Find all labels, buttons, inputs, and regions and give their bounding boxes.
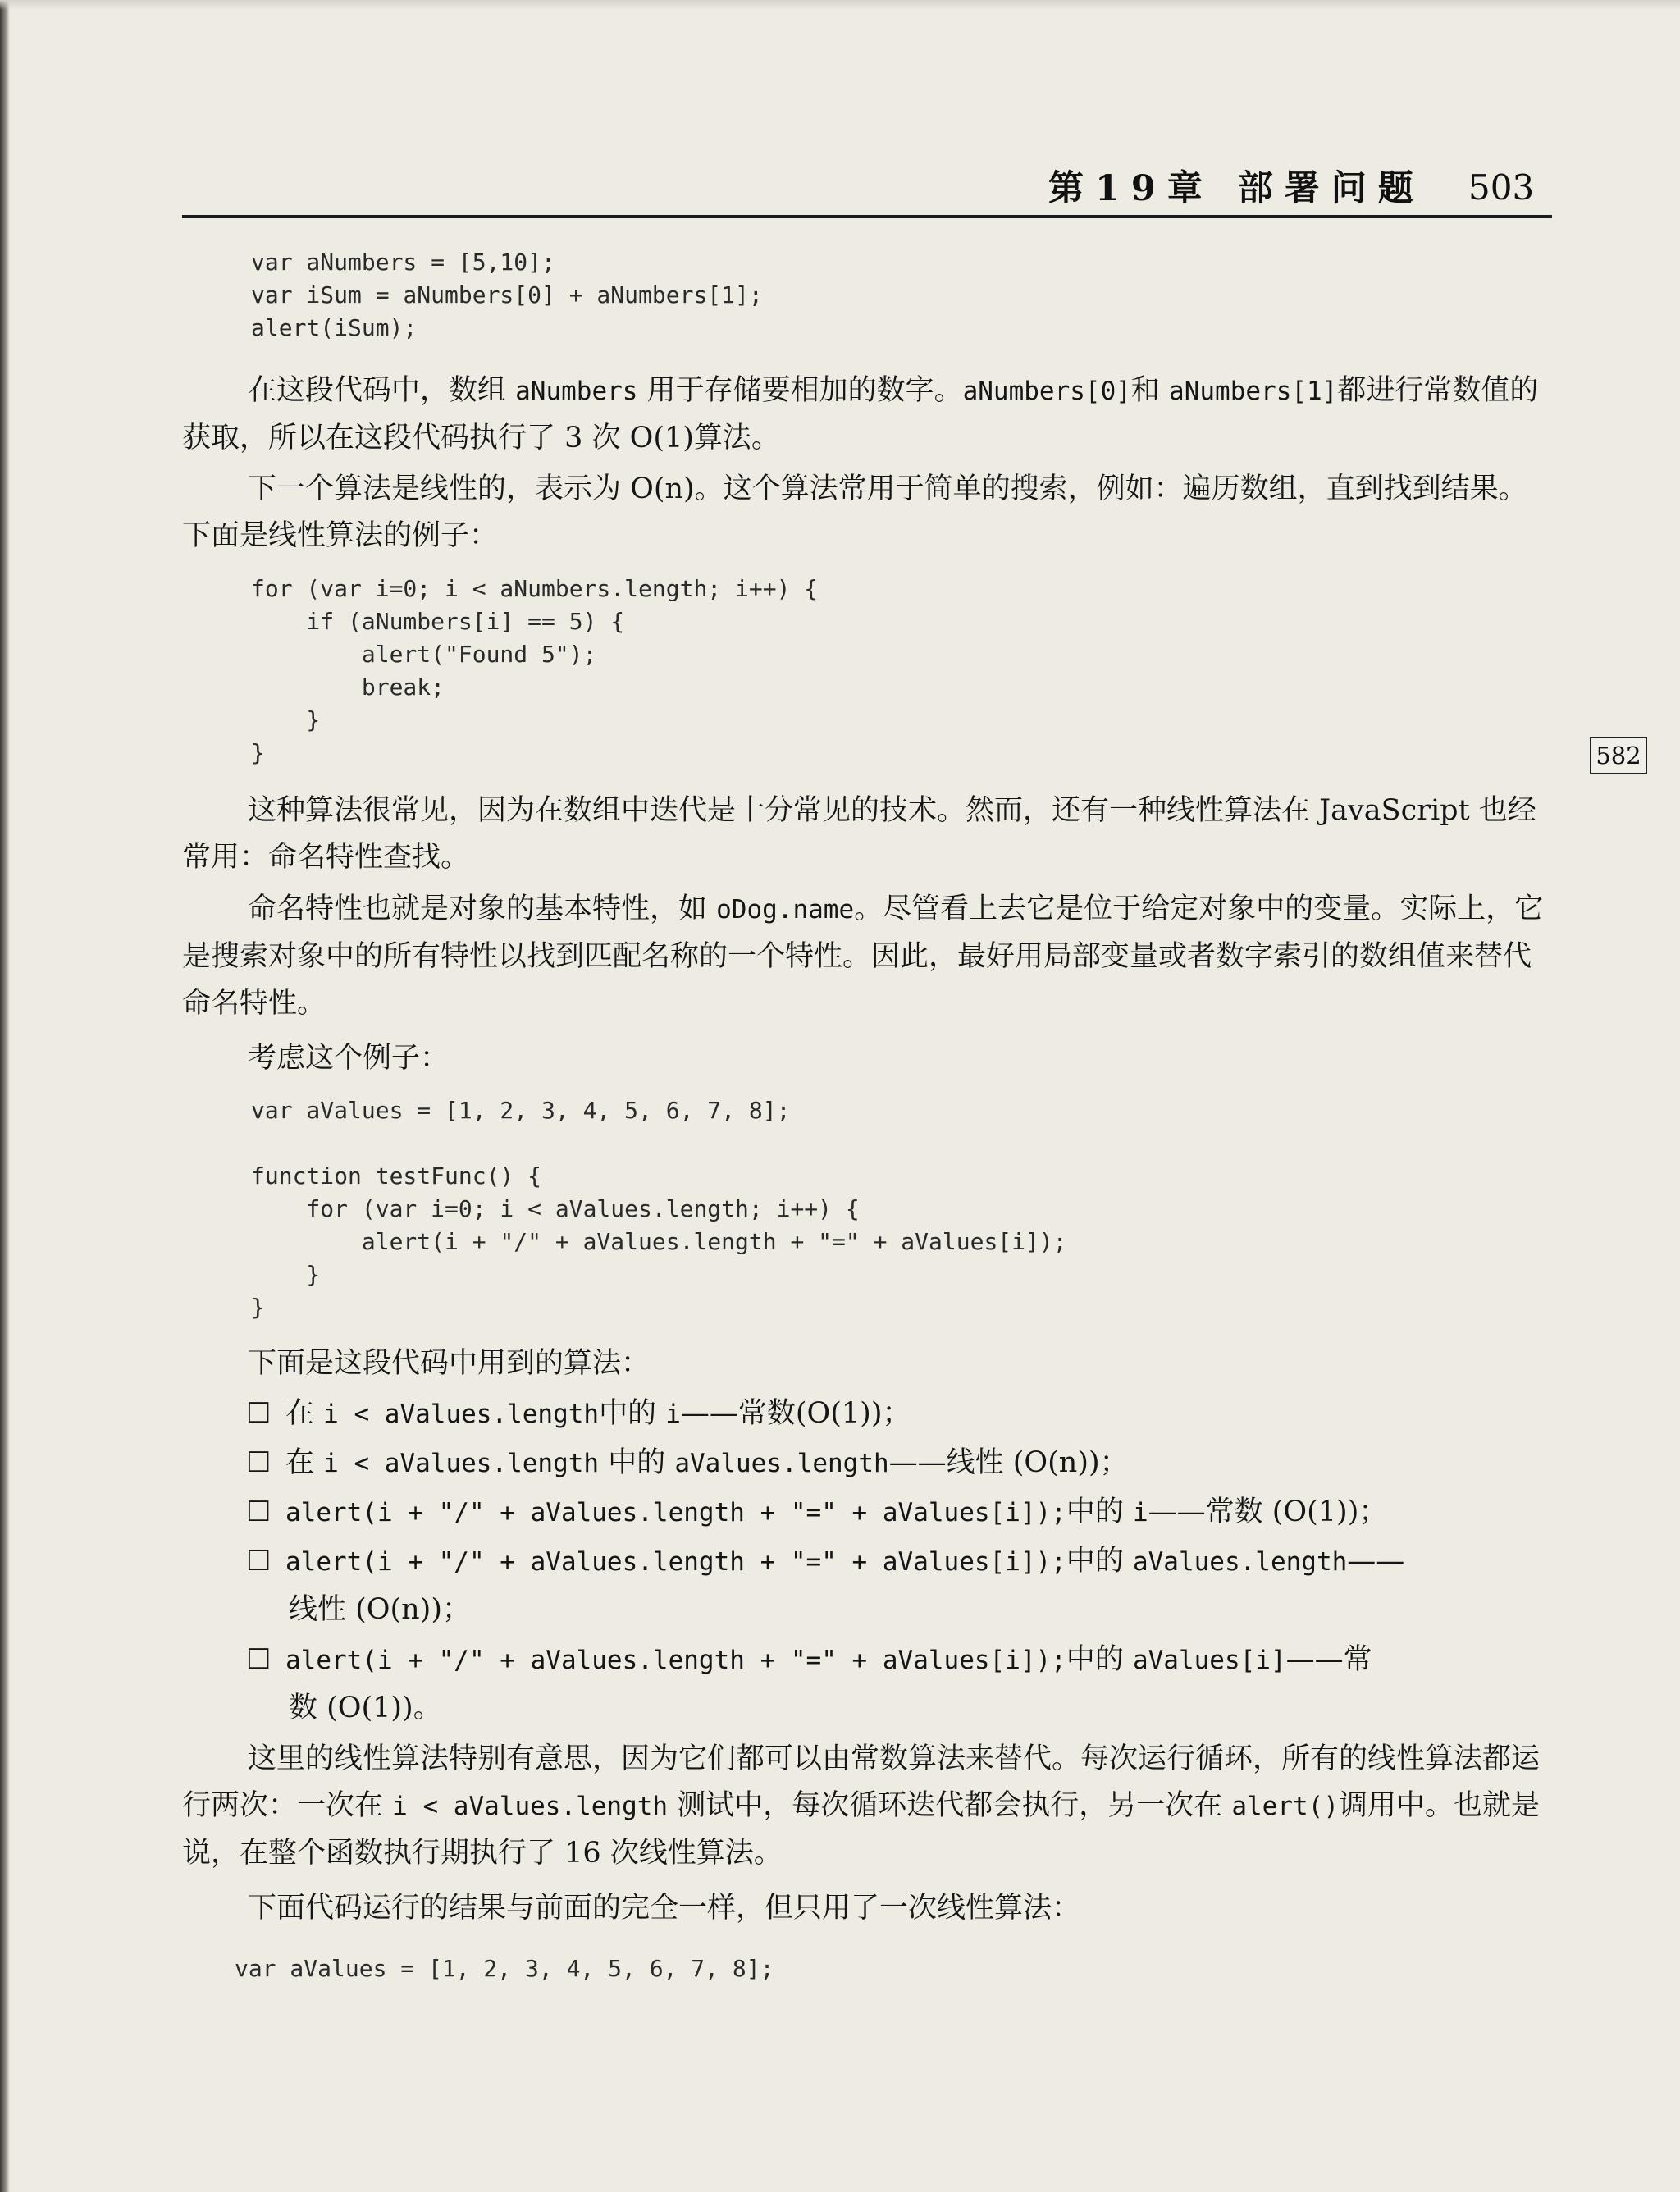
- paragraph-iteration: 这种算法很常见，因为在数组中迭代是十分常见的技术。然而，还有一种线性算法在 JavaScript 也经常用：命名特性查找。: [182, 794, 1536, 874]
- list-item: ☐ alert(i + "/" + aValues.length + "=" + aValues[i]);中的 i——常数 (O(1))；: [246, 1488, 1567, 1537]
- paragraph-constant: 在这段代码中，数组 aNumbers 用于存储要相加的数字。aNumbers[0]和 aNumbers[1]都进行常数值的获取，所以在这段代码执行了 3 次 O(1)算法。: [182, 374, 1539, 454]
- paragraph-replacement: 这里的线性算法特别有意思，因为它们都可以由常数算法来替代。每次运行循环，所有的线性算法都运行两次：一次在 i < aValues.length 测试中，每次循环迭代都会执行，另一次在 alert()调用中。也就是说，在整个函数执行期执行了 16 次线性算法。: [182, 1742, 1541, 1870]
- code-block-values: var aValues = [1, 2, 3, 4, 5, 6, 7, 8];: [251, 1097, 791, 1124]
- code-block-loop: for (var i=0; i < aNumbers.length; i++) { if (aNumbers[i] == 5) { alert("Found 5"); break; } }: [251, 575, 819, 766]
- original-page-number: 582: [1590, 737, 1647, 774]
- checkbox-icon: ☐: [246, 1545, 272, 1578]
- header-rule: [182, 215, 1552, 218]
- paragraph-linear: 下一个算法是线性的，表示为 O(n)。这个算法常用于简单的搜索，例如：遍历数组，直到找到结果。下面是线性算法的例子：: [182, 473, 1527, 552]
- list-item: ☐ 在 i < aValues.length中的 i——常数(O(1))；: [246, 1390, 1567, 1438]
- checkbox-icon: ☐: [246, 1446, 272, 1479]
- paragraph-optimized-intro: 下面代码运行的结果与前面的完全一样，但只用了一次线性算法：: [248, 1892, 1081, 1925]
- checkbox-icon: ☐: [246, 1643, 272, 1676]
- list-item: ☐ 在 i < aValues.length 中的 aValues.length——线性 (O(n))；: [246, 1439, 1567, 1487]
- list-item: ☐ alert(i + "/" + aValues.length + "=" + aValues[i]);中的 aValues.length—— 线性 (O(n))；: [246, 1537, 1567, 1633]
- code-block-testfunc: function testFunc() { for (var i=0; i < aValues.length; i++) { alert(i + "/" + aValues.length + "=" + aValues[i]); } }: [251, 1162, 1067, 1321]
- checkbox-icon: ☐: [246, 1496, 272, 1528]
- list-item: ☐ alert(i + "/" + aValues.length + "=" + aValues[i]);中的 aValues[i]——常 数 (O(1))。: [246, 1636, 1567, 1732]
- paragraph-algorithms-intro: 下面是这段代码中用到的算法：: [248, 1347, 651, 1380]
- page-top-shadow: [0, 0, 1680, 10]
- page-edge-shadow: [0, 0, 10, 2192]
- code-block-sum: var aNumbers = [5,10]; var iSum = aNumbers[0] + aNumbers[1]; alert(iSum);: [251, 249, 763, 341]
- paragraph-named-property: 命名特性也就是对象的基本特性，如 oDog.name。尽管看上去它是位于给定对象中的变量。实际上，它是搜索对象中的所有特性以找到匹配名称的一个特性。因此，最好用局部变量或者数字索引的数组值来替代命名特性。: [182, 893, 1544, 1020]
- code-block-final: var aValues = [1, 2, 3, 4, 5, 6, 7, 8];: [235, 1955, 774, 1982]
- paragraph-example-intro: 考虑这个例子：: [248, 1042, 450, 1075]
- chapter-header: 第19章 部署问题: [1048, 168, 1425, 209]
- page-number: 503: [1468, 167, 1535, 208]
- checkbox-icon: ☐: [246, 1397, 272, 1430]
